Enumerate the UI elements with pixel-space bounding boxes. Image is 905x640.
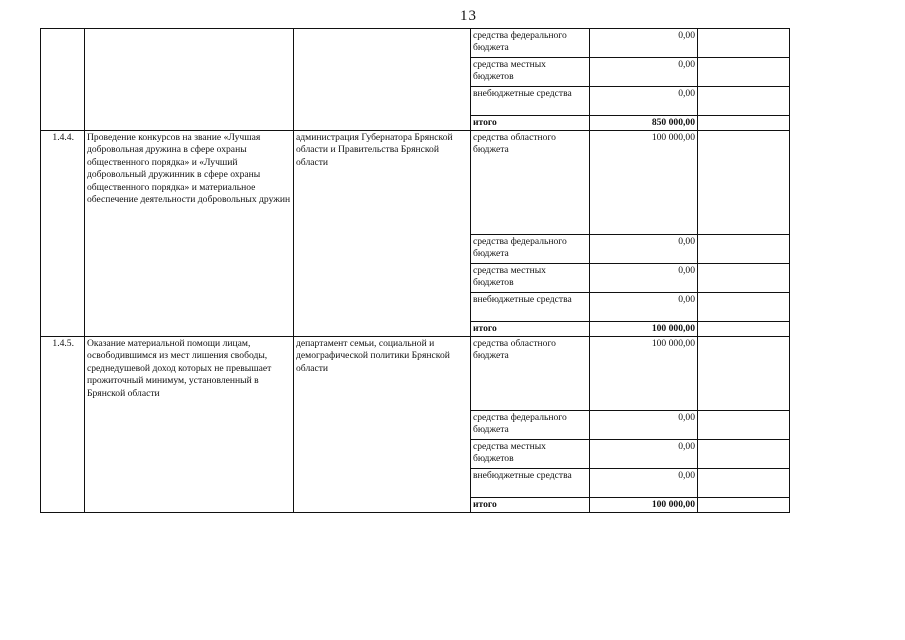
- item-executor: департамент семьи, социальной и демографической политики Брянской области: [294, 337, 471, 513]
- empty-cell: [698, 322, 790, 337]
- item-executor: [294, 29, 471, 131]
- item-number: 1.4.5.: [41, 337, 85, 513]
- funding-source: средства местных бюджетов: [471, 264, 590, 293]
- table-row: [41, 131, 790, 235]
- funding-amount: 0,00: [590, 87, 698, 116]
- empty-cell: [698, 440, 790, 469]
- funding-source: средства областного бюджета: [471, 337, 590, 411]
- total-amount: 100 000,00: [590, 322, 698, 337]
- total-amount: 100 000,00: [590, 498, 698, 513]
- funding-source: средства местных бюджетов: [471, 440, 590, 469]
- empty-cell: [698, 58, 790, 87]
- funding-amount: 0,00: [590, 469, 698, 498]
- funding-amount: 0,00: [590, 29, 698, 58]
- empty-cell: [698, 87, 790, 116]
- empty-cell: [698, 235, 790, 264]
- funding-source: средства федерального бюджета: [471, 411, 590, 440]
- empty-cell: [698, 131, 790, 235]
- funding-source: внебюджетные средства: [471, 293, 590, 322]
- empty-cell: [698, 293, 790, 322]
- table-row: [41, 29, 790, 58]
- empty-cell: [698, 29, 790, 58]
- item-number: 1.4.4.: [41, 131, 85, 337]
- item-executor: администрация Губернатора Брянской области и Правительства Брянской области: [294, 131, 471, 337]
- empty-cell: [698, 264, 790, 293]
- item-description: Оказание материальной помощи лицам, освободившимся из мест лишения свободы, среднедушевой доход которых не превышает прожиточный минимум, установленный в Брянской области: [85, 337, 294, 513]
- funding-amount: 0,00: [590, 293, 698, 322]
- empty-cell: [698, 469, 790, 498]
- funding-source: средства областного бюджета: [471, 131, 590, 235]
- funding-amount: 100 000,00: [590, 337, 698, 411]
- page-number: 13: [460, 8, 477, 24]
- funding-amount: 0,00: [590, 264, 698, 293]
- total-label: итого: [471, 116, 590, 131]
- table-row: [41, 337, 790, 411]
- funding-source: средства федерального бюджета: [471, 29, 590, 58]
- total-amount: 850 000,00: [590, 116, 698, 131]
- funding-source: внебюджетные средства: [471, 469, 590, 498]
- empty-cell: [698, 498, 790, 513]
- funding-source: средства федерального бюджета: [471, 235, 590, 264]
- funding-source: внебюджетные средства: [471, 87, 590, 116]
- budget-table: [40, 28, 790, 513]
- empty-cell: [698, 411, 790, 440]
- funding-amount: 100 000,00: [590, 131, 698, 235]
- item-description: Проведение конкурсов на звание «Лучшая добровольная дружина в сфере охраны общественного порядка» и «Лучший добровольный дружинник в сфере охраны общественного порядка» и материальное обеспечение деятельности добровольных дружин: [85, 131, 294, 337]
- empty-cell: [698, 337, 790, 411]
- item-description: [85, 29, 294, 131]
- funding-amount: 0,00: [590, 440, 698, 469]
- funding-source: средства местных бюджетов: [471, 58, 590, 87]
- funding-amount: 0,00: [590, 235, 698, 264]
- funding-amount: 0,00: [590, 411, 698, 440]
- empty-cell: [698, 116, 790, 131]
- funding-amount: 0,00: [590, 58, 698, 87]
- item-number: [41, 29, 85, 131]
- total-label: итого: [471, 322, 590, 337]
- total-label: итого: [471, 498, 590, 513]
